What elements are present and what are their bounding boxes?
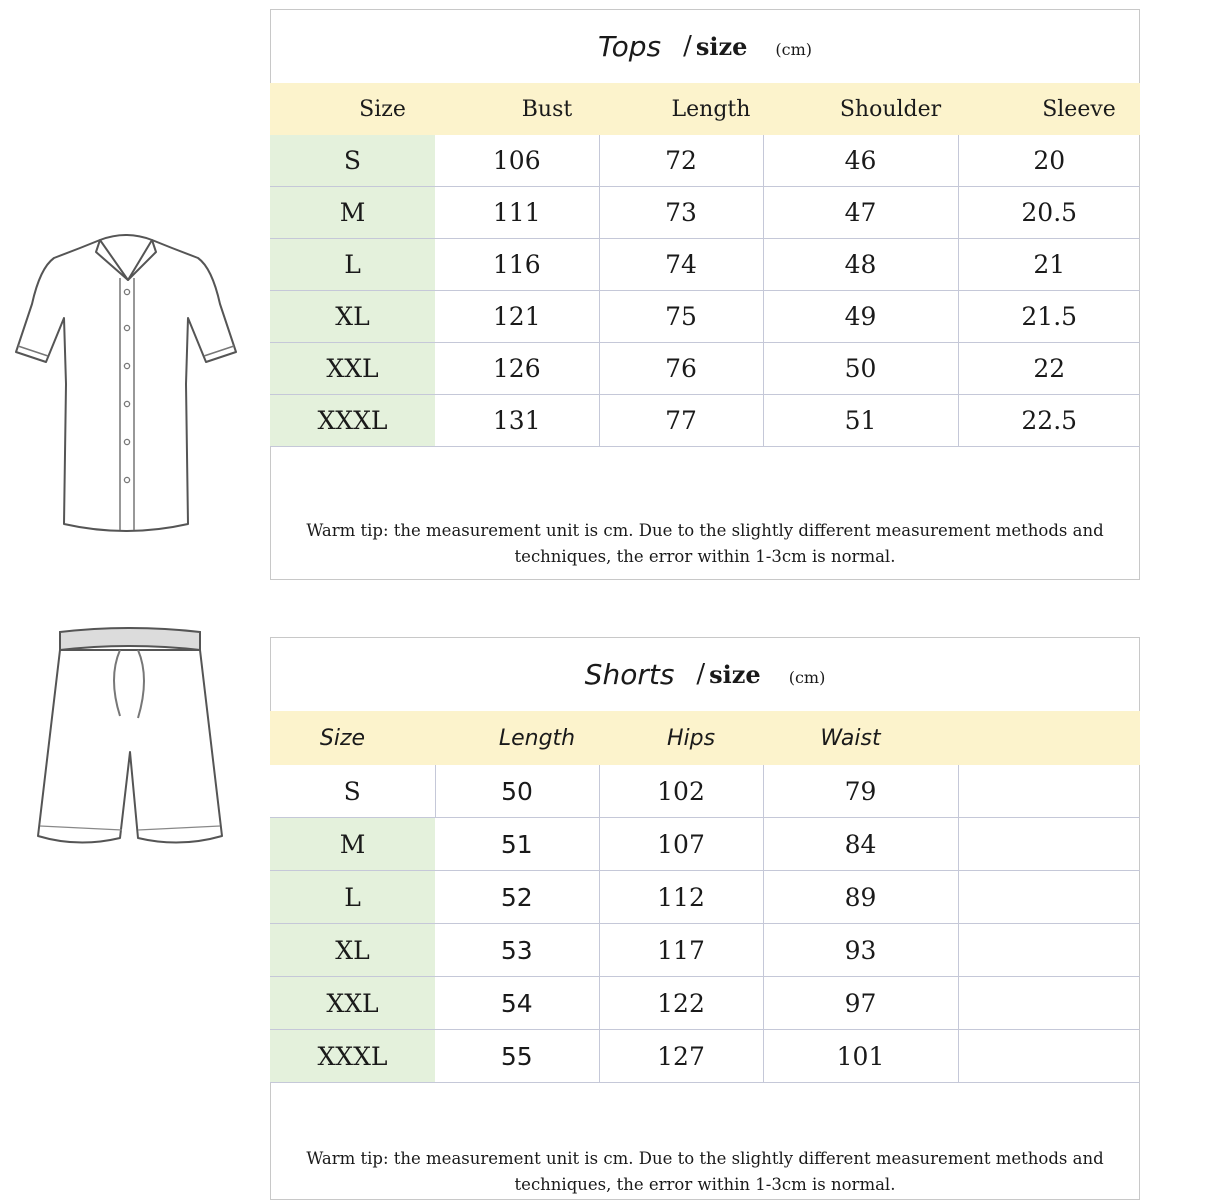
- table-row: [270, 395, 1140, 447]
- tops-cell-bust: 106: [435, 135, 599, 187]
- tops-warm-tip: Warm tip: the measurement unit is cm. Due to the slightly different measurement methods and techniques, the error within 1-3cm is normal.: [306, 521, 1104, 566]
- tops-cell-bust: 111: [435, 187, 599, 239]
- tops-header-shoulder: Shoulder: [763, 83, 958, 135]
- shorts-cell-empty: [958, 977, 1140, 1030]
- tops-cell-shoulder: 50: [763, 343, 958, 395]
- shorts-cell-size: XXXL: [270, 1030, 435, 1083]
- shorts-cell-waist: 101: [763, 1030, 958, 1083]
- tops-cell-shoulder: 49: [763, 291, 958, 343]
- tops-cell-size: S: [270, 135, 435, 187]
- shorts-cell-length: 54: [435, 977, 599, 1030]
- shorts-cell-size: XL: [270, 924, 435, 977]
- shorts-title: [271, 638, 1139, 710]
- shorts-cell-length: 50: [435, 765, 599, 818]
- shorts-cell-empty: [958, 818, 1140, 871]
- shorts-table: [270, 711, 1140, 1083]
- tops-cell-size: XL: [270, 291, 435, 343]
- shorts-header-length: Length: [435, 711, 599, 765]
- shorts-header-hips: Hips: [599, 711, 763, 765]
- tops-cell-length: 74: [599, 239, 763, 291]
- shorts-cell-empty: [958, 924, 1140, 977]
- shorts-icon: [34, 626, 228, 858]
- table-row: [270, 343, 1140, 395]
- tops-table: [270, 83, 1140, 447]
- tops-cell-bust: 121: [435, 291, 599, 343]
- table-row: [270, 187, 1140, 239]
- shorts-warm-tip: Warm tip: the measurement unit is cm. Due to the slightly different measurement methods and techniques, the error within 1-3cm is normal.: [306, 1149, 1104, 1194]
- tops-header-size: Size: [270, 83, 435, 135]
- tops-cell-sleeve: 20: [958, 135, 1140, 187]
- tops-cell-sleeve: 21: [958, 239, 1140, 291]
- table-row: [270, 135, 1140, 187]
- table-row: [270, 818, 1140, 871]
- tops-cell-shoulder: 51: [763, 395, 958, 447]
- shorts-cell-empty: [958, 871, 1140, 924]
- tops-cell-bust: 131: [435, 395, 599, 447]
- table-row: [270, 977, 1140, 1030]
- table-row: [270, 239, 1140, 291]
- tops-header-row: [270, 83, 1140, 135]
- shorts-cell-size: XXL: [270, 977, 435, 1030]
- shorts-cell-length: 55: [435, 1030, 599, 1083]
- shorts-title-slash: /: [696, 659, 706, 689]
- tops-cell-sleeve: 22.5: [958, 395, 1140, 447]
- tops-cell-sleeve: 21.5: [958, 291, 1140, 343]
- shorts-cell-length: 51: [435, 818, 599, 871]
- table-row: [270, 924, 1140, 977]
- shorts-cell-waist: 93: [763, 924, 958, 977]
- tops-cell-sleeve: 22: [958, 343, 1140, 395]
- shorts-cell-waist: 84: [763, 818, 958, 871]
- shorts-size-chart: [270, 637, 1140, 1200]
- shorts-cell-hips: 112: [599, 871, 763, 924]
- shorts-cell-length: 53: [435, 924, 599, 977]
- table-row: [270, 1030, 1140, 1083]
- shorts-title-text: Shorts: [584, 657, 675, 691]
- shorts-cell-empty: [958, 765, 1140, 818]
- tops-header-length: Length: [599, 83, 763, 135]
- shorts-header-waist: Waist: [763, 711, 958, 765]
- tops-cell-size: XXL: [270, 343, 435, 395]
- tops-title: [271, 10, 1139, 82]
- shorts-cell-size: M: [270, 818, 435, 871]
- shorts-cell-size: S: [270, 765, 435, 818]
- tops-title-slash: /: [683, 31, 692, 61]
- shorts-cell-waist: 79: [763, 765, 958, 818]
- shorts-cell-hips: 102: [599, 765, 763, 818]
- shorts-title-unit: (cm): [788, 667, 826, 687]
- table-row: [270, 871, 1140, 924]
- tops-cell-shoulder: 46: [763, 135, 958, 187]
- tops-cell-size: M: [270, 187, 435, 239]
- tops-cell-sleeve: 20.5: [958, 187, 1140, 239]
- tops-cell-length: 72: [599, 135, 763, 187]
- shorts-cell-waist: 89: [763, 871, 958, 924]
- tops-header-bust: Bust: [435, 83, 599, 135]
- table-row: [270, 765, 1140, 818]
- tops-title-text: Tops: [597, 29, 662, 63]
- shorts-cell-empty: [958, 1030, 1140, 1083]
- tops-cell-length: 76: [599, 343, 763, 395]
- shorts-header-empty: [958, 711, 1140, 765]
- tops-cell-length: 77: [599, 395, 763, 447]
- tops-cell-shoulder: 48: [763, 239, 958, 291]
- shirt-illustration: [14, 234, 244, 544]
- shirt-icon: [14, 234, 244, 544]
- shorts-cell-hips: 127: [599, 1030, 763, 1083]
- tops-cell-length: 73: [599, 187, 763, 239]
- shorts-title-size: size: [709, 659, 761, 689]
- tops-cell-size: XXXL: [270, 395, 435, 447]
- tops-title-unit: (cm): [775, 39, 813, 59]
- tops-title-size: size: [695, 31, 748, 61]
- shorts-header-size: Size: [270, 711, 435, 765]
- shorts-illustration: [34, 626, 228, 858]
- shorts-cell-size: L: [270, 871, 435, 924]
- shorts-cell-hips: 117: [599, 924, 763, 977]
- tops-size-chart: [270, 9, 1140, 580]
- tops-cell-bust: 116: [435, 239, 599, 291]
- shorts-cell-hips: 107: [599, 818, 763, 871]
- tops-cell-bust: 126: [435, 343, 599, 395]
- shorts-header-row: [270, 711, 1140, 765]
- shorts-cell-waist: 97: [763, 977, 958, 1030]
- shorts-cell-length: 52: [435, 871, 599, 924]
- shorts-cell-hips: 122: [599, 977, 763, 1030]
- tops-cell-length: 75: [599, 291, 763, 343]
- tops-header-sleeve: Sleeve: [958, 83, 1140, 135]
- table-row: [270, 291, 1140, 343]
- tops-cell-shoulder: 47: [763, 187, 958, 239]
- tops-cell-size: L: [270, 239, 435, 291]
